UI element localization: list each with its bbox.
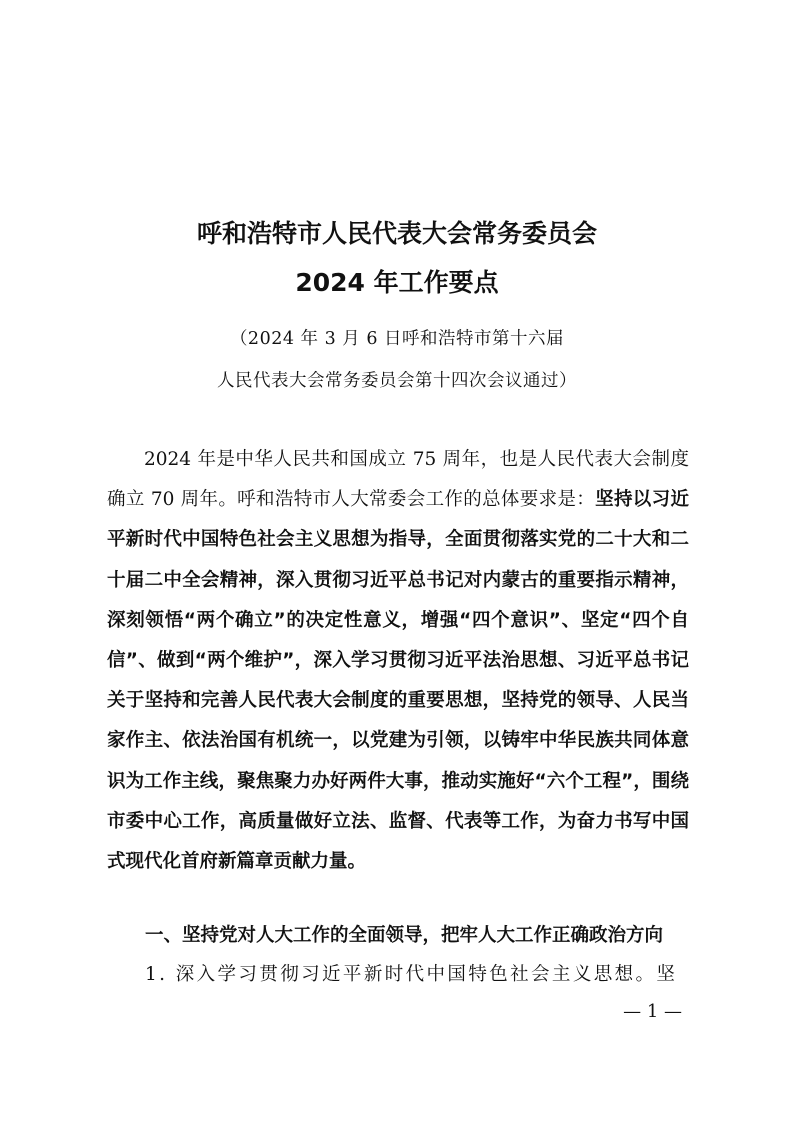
section-heading-1: 一、坚持党对人大工作的全面领导，把牢人大工作正确政治方向 <box>145 925 664 946</box>
adoption-note-line1: （2024 年 3 月 6 日呼和浩特市第十六届 <box>229 329 565 349</box>
list-item-1: 1. 深入学习贯彻习近平新时代中国特色社会主义思想。坚 <box>145 964 678 985</box>
intro-normal-text: 2024 年是中华人民共和国成立 75 周年，也是人民代表大会制度确立 70 周年。呼和浩特市人大常委会工作的总体要求是： <box>107 449 689 511</box>
intro-paragraph <box>107 440 689 882</box>
document-title: 呼和浩特市人民代表大会常务委员会 <box>196 219 597 248</box>
adoption-note-line2: 人民代表大会常务委员会第十四次会议通过） <box>217 371 577 391</box>
page-number: — 1 — <box>623 1001 682 1022</box>
intro-bold-text: 坚持以习近平新时代中国特色社会主义思想为指导，全面贯彻落实党的二十大和二十届二中全会精神，深入贯彻习近平总书记对内蒙古的重要指示精神，深刻领悟“两个确立”的决定性意义，增强“四个意识”、坚定“四个自信”、做到“两个维护”，深入学习贯彻习近平法治思想、习近平总书记关于坚持和完善人民代表大会制度的重要思想，坚持党的领导、人民当家作主、依法治国有机统一，以党建为引领，以铸牢中华民族共同体意识为工作主线，聚焦聚力办好两件大事，推动实施好“六个工程”，围绕市委中心工作，高质量做好立法、监督、代表等工作，为奋力书写中国式现代化首府新篇章贡献力量。 <box>107 489 689 873</box>
document-title-year: 2024 年工作要点 <box>295 268 499 297</box>
